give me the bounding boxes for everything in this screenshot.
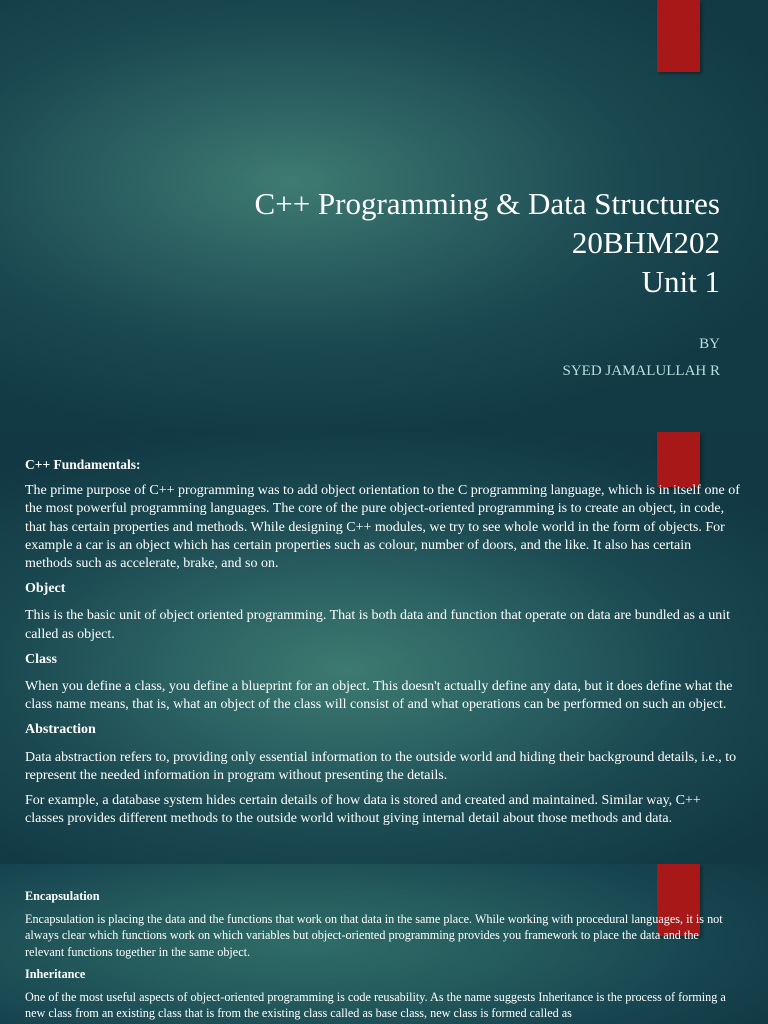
paragraph-class: When you define a class, you define a blueprint for an object. This doesn't actually define any data, but it does define what the class name means, that is, what an object of the class will consist of and what operations can be performed on such an object. (25, 679, 733, 713)
heading-class: Class (25, 651, 57, 667)
paragraph-fundamentals: The prime purpose of C++ programming was to add object orientation to the C programming language, which is in itself one of the most powerful programming languages. The core of the pure object-oriented programming is to create an object, in code, that has certain properties and methods. While designing C++ modules, we try to see whole world in the form of objects. For example a car is an object which has certain properties such as colour, number of doors, and the like. It also has certain methods such as accelerate, brake, and so on. (25, 483, 740, 572)
paragraph-abstraction-2: For example, a database system hides certain details of how data is stored and created and maintained. Similar way, C++ classes provides different methods to the outside world without giving internal detail about those methods and data. (25, 793, 701, 827)
paragraph-abstraction-1: Data abstraction refers to, providing only essential information to the outside world and hiding their background details, i.e., to represent the needed information in program without presenting the details. (25, 749, 737, 783)
encapsulation-slide (0, 864, 768, 1024)
heading-object: Object (25, 581, 66, 597)
author-block (563, 331, 721, 385)
heading-abstraction: Abstraction (25, 722, 96, 738)
heading-inheritance: Inheritance (25, 966, 86, 981)
heading-fundamentals: C++ Fundamentals: (25, 457, 141, 472)
paragraph-object: This is the basic unit of object oriented programming. That is both data and function that operate on data are bundled as a unit called as object. (25, 608, 730, 642)
heading-encapsulation: Encapsulation (25, 889, 100, 903)
title-slide (0, 0, 768, 432)
author-name: SYED JAMALULLAH R (562, 363, 720, 379)
unit-label: Unit 1 (641, 264, 720, 299)
slide-title (255, 184, 720, 301)
paragraph-encapsulation: Encapsulation is placing the data and the functions that work on that data in the same place. While working with procedural languages, it is not always clear which functions work on which variables but object-oriented programming provides you framework to place the data and the relevant functions together in the same object. (25, 912, 723, 959)
slide-body (25, 456, 741, 835)
red-accent-tab (657, 0, 700, 72)
course-code: 20BHM202 (571, 225, 720, 260)
by-label: BY (699, 336, 720, 352)
fundamentals-slide (0, 432, 768, 864)
slide-body (25, 888, 741, 1024)
course-title: C++ Programming & Data Structures (254, 186, 720, 221)
paragraph-inheritance: One of the most useful aspects of object-oriented programming is code reusability. As the name suggests Inheritance is the process of forming a new class from an existing class that is from the existing class called as base class, new class is formed called as (25, 990, 726, 1021)
